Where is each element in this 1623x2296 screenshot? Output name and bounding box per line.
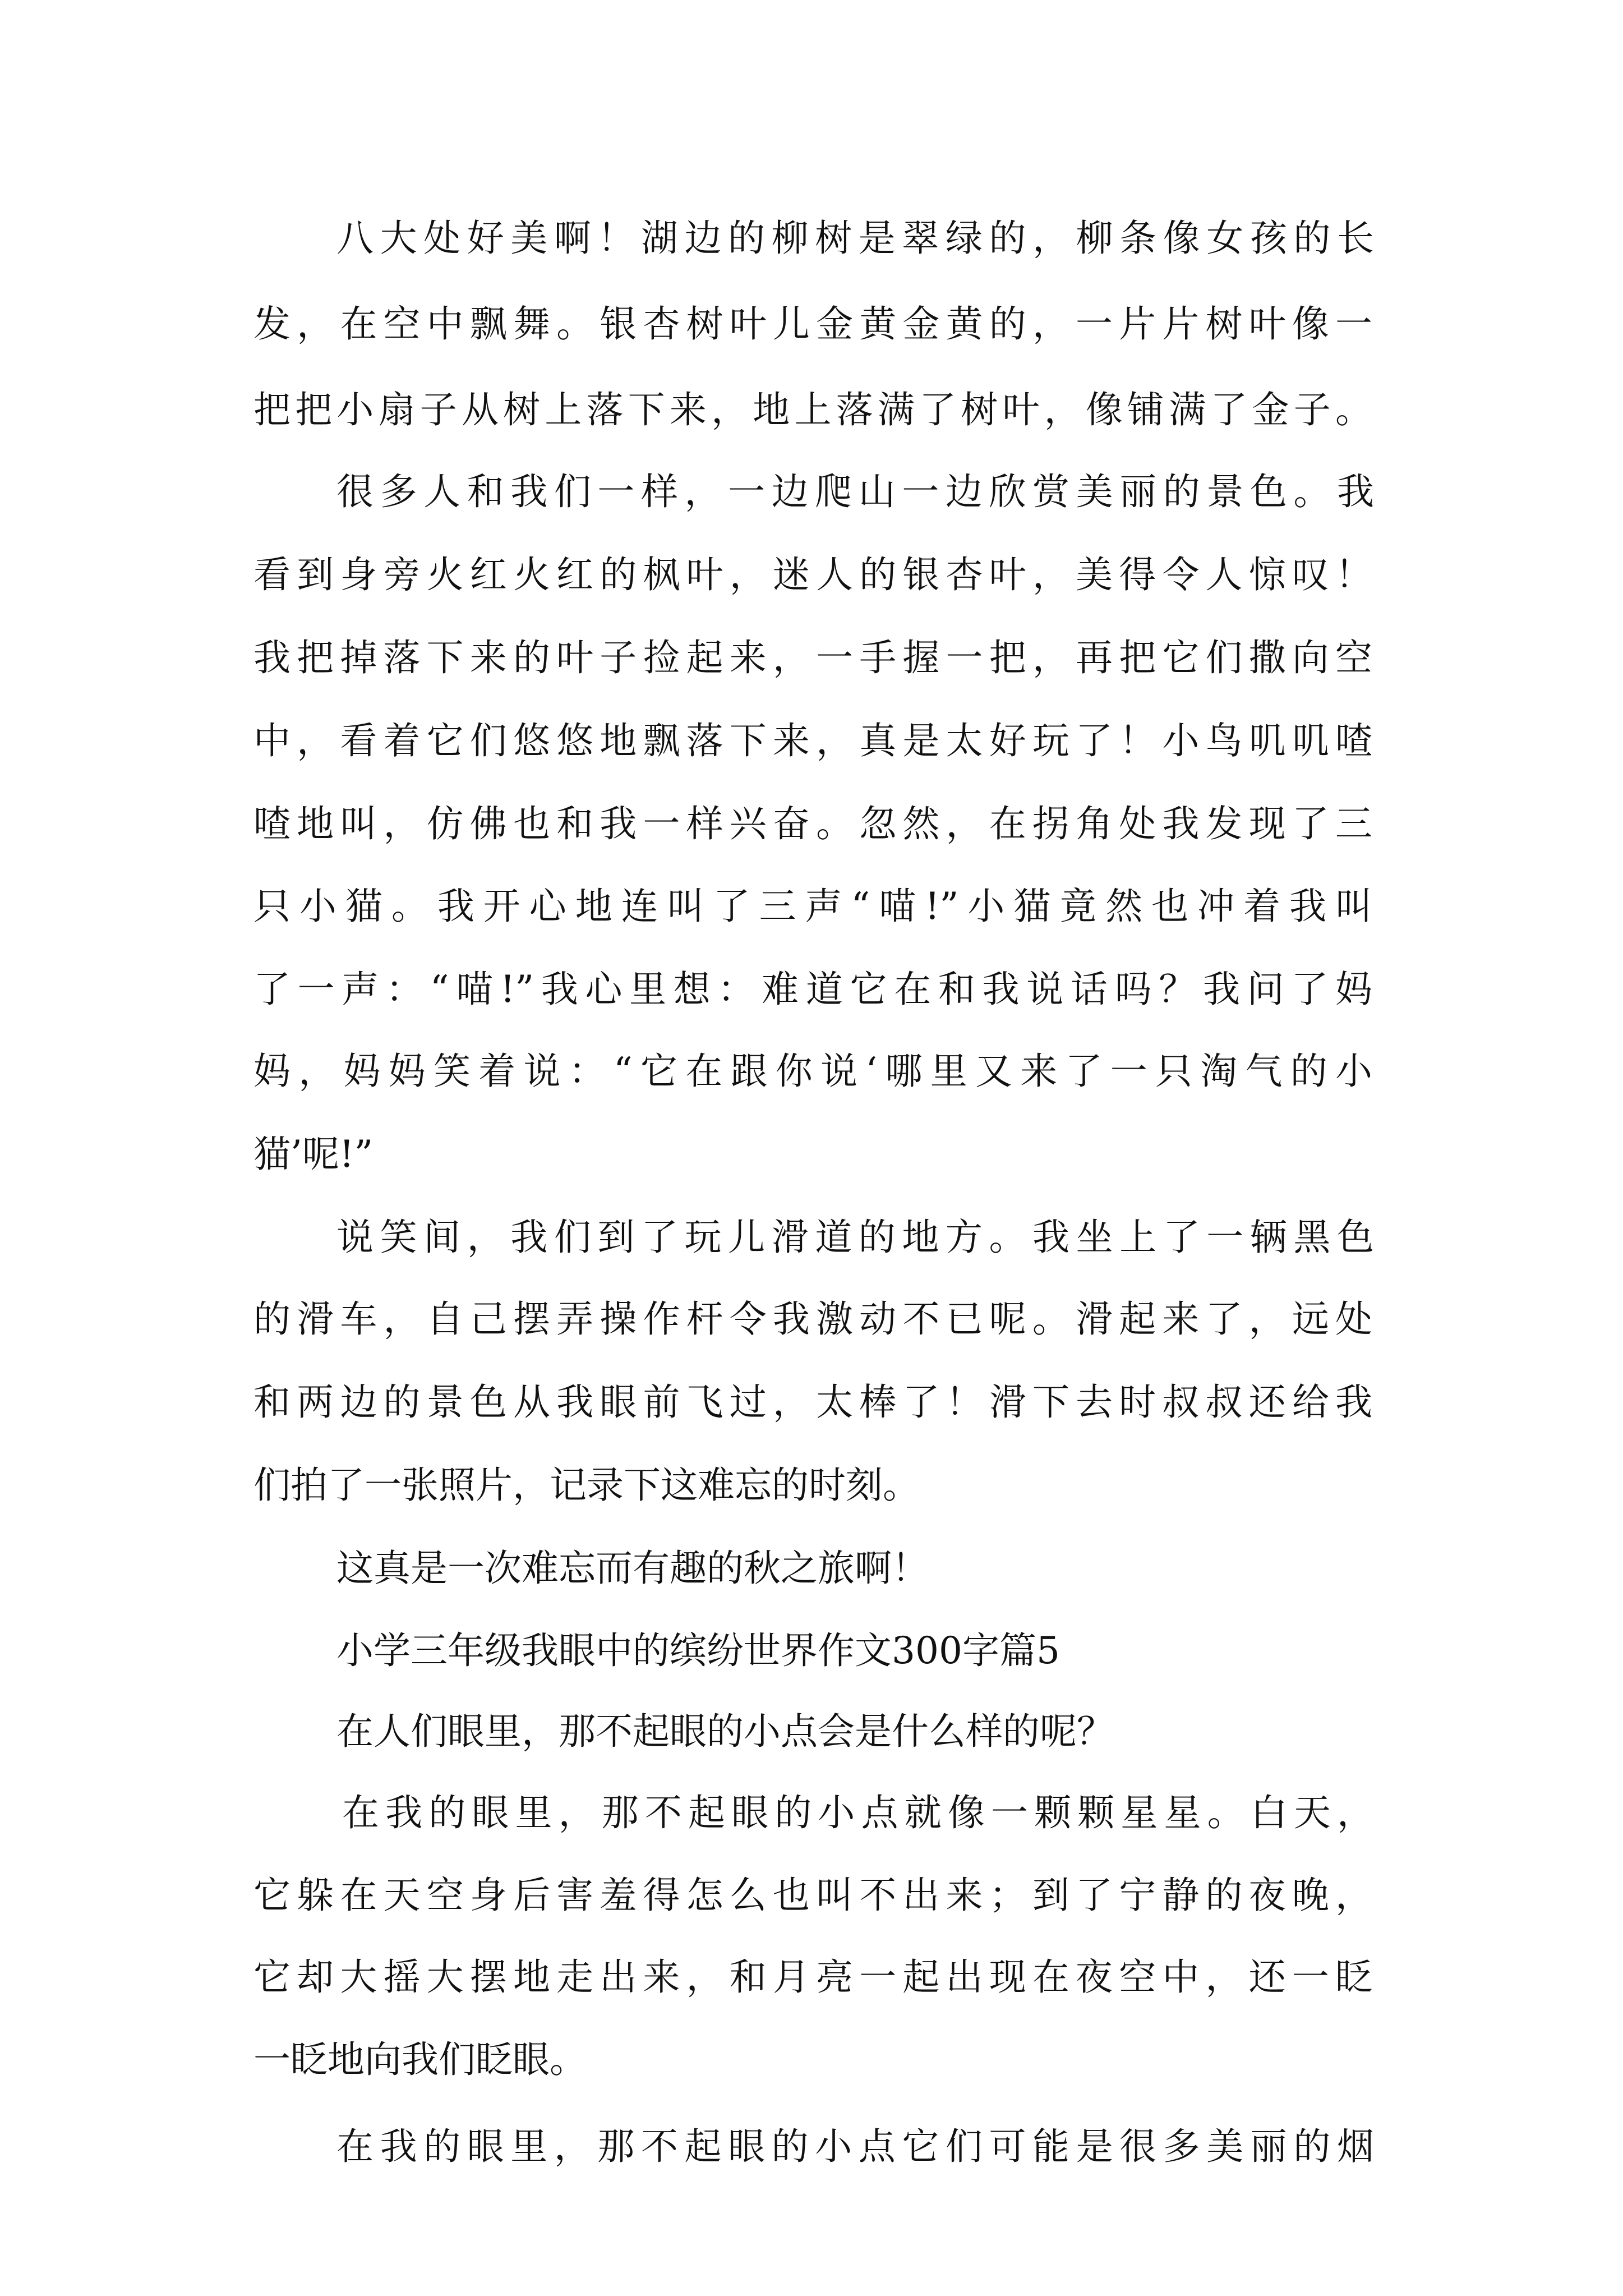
text-line: 猫’呢!”: [253, 1133, 374, 1176]
text-line: 一眨地向我们眨眼。: [253, 2038, 587, 2081]
text-line: 妈，妈妈笑着说：“它在跟你说‘哪里又来了一只淘气的小: [253, 1050, 1372, 1093]
section-heading: 小学三年级我眼中的缤纷世界作文300字篇5: [336, 1629, 1060, 1672]
text-line: 中，看着它们悠悠地飘落下来，真是太好玩了！小鸟叽叽喳: [253, 719, 1372, 762]
text-line: 说笑间，我们到了玩儿滑道的地方。我坐上了一辆黑色: [336, 1216, 1374, 1259]
text-line: 我把掉落下来的叶子捡起来，一手握一把，再把它们撒向空: [253, 636, 1372, 679]
text-line: 们拍了一张照片，记录下这难忘的时刻。: [253, 1464, 920, 1507]
text-line: 它躲在天空身后害羞得怎么也叫不出来；到了宁静的夜晚，: [253, 1874, 1372, 1917]
text-line: 这真是一次难忘而有趣的秋之旅啊！: [336, 1547, 929, 1590]
text-line: 八大处好美啊！湖边的柳树是翠绿的，柳条像女孩的长: [336, 217, 1374, 260]
text-line: 只小猫。我开心地连叫了三声“喵!”小猫竟然也冲着我叫: [253, 885, 1372, 928]
text-line: 的滑车，自己摆弄操作杆令我激动不已呢。滑起来了，远处: [253, 1297, 1372, 1341]
text-line: 它却大摇大摆地走出来，和月亮一起出现在夜空中，还一眨: [253, 1955, 1372, 1999]
text-line: 和两边的景色从我眼前飞过，太棒了！滑下去时叔叔还给我: [253, 1381, 1372, 1424]
text-line: 在我的眼里，那不起眼的小点它们可能是很多美丽的烟: [336, 2125, 1374, 2168]
text-line: 喳地叫，仿佛也和我一样兴奋。忽然，在拐角处我发现了三: [253, 802, 1372, 845]
text-line: 在人们眼里，那不起眼的小点会是什么样的呢？: [336, 1710, 1114, 1753]
text-line: 很多人和我们一样，一边爬山一边欣赏美丽的景色。我: [336, 470, 1374, 513]
text-line: 看到身旁火红火红的枫叶，迷人的银杏叶，美得令人惊叹！: [253, 553, 1372, 596]
text-line: 在我的眼里，那不起眼的小点就像一颗颗星星。白天，: [342, 1791, 1374, 1834]
text-line: 发，在空中飘舞。银杏树叶儿金黄金黄的，一片片树叶像一: [253, 302, 1372, 346]
text-line: 把把小扇子从树上落下来，地上落满了树叶，像铺满了金子。: [253, 388, 1372, 431]
text-line: 了一声：“喵!”我心里想：难道它在和我说话吗？我问了妈: [253, 968, 1372, 1011]
